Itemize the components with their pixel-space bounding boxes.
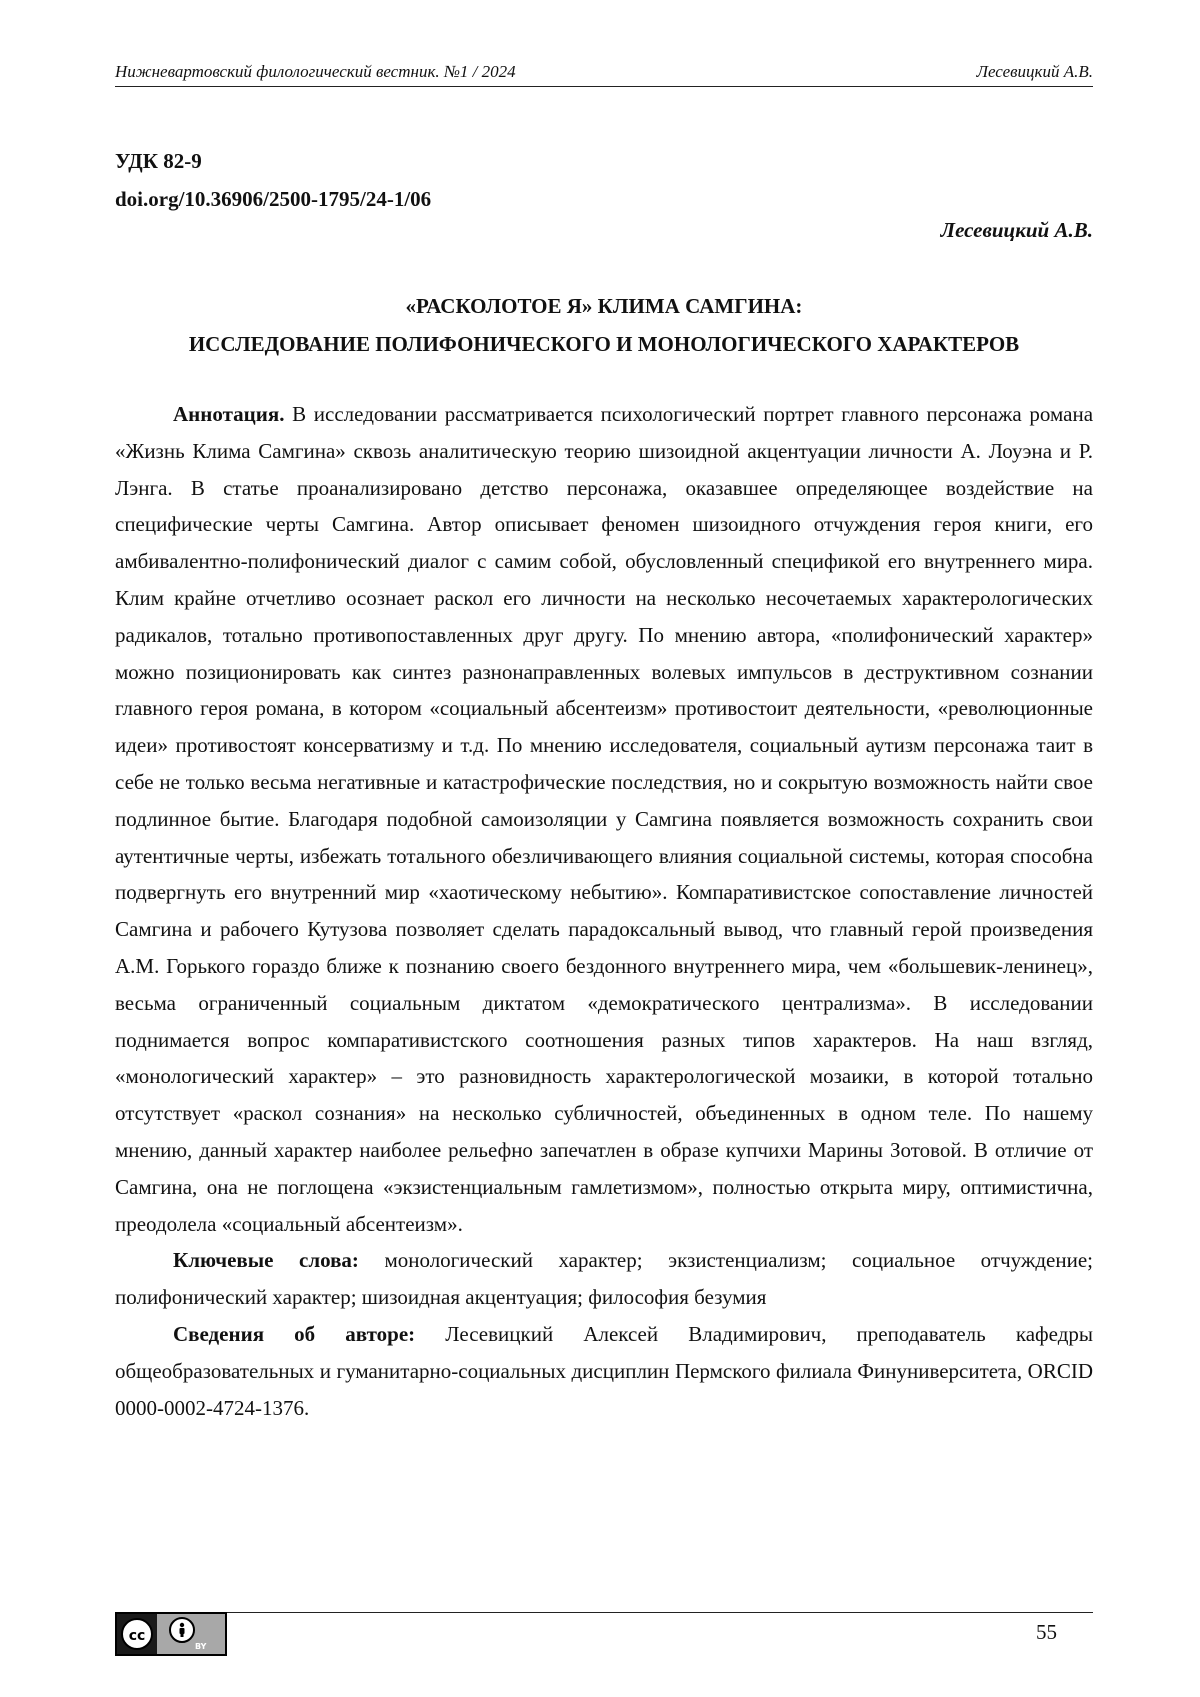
author-info-label: Сведения об авторе: xyxy=(173,1321,416,1346)
running-header xyxy=(115,58,1093,87)
author-info-paragraph xyxy=(115,1316,1093,1426)
article-body xyxy=(115,396,1093,1426)
keywords-label: Ключевые слова: xyxy=(173,1248,359,1273)
attribution-icon xyxy=(169,1617,195,1643)
doi-link[interactable]: doi.org/10.36906/2500-1795/24-1/06 xyxy=(115,187,432,211)
keywords-paragraph xyxy=(115,1242,1093,1316)
cc-by-icon xyxy=(115,1612,227,1656)
page-number: 55 xyxy=(1036,1620,1057,1644)
udk-code: УДК 82-9 xyxy=(115,149,202,173)
keywords-text: монологический характер; экзистенциализм; социальное отчуждение; полифонический характер; шизоидная акцентуация; философия безумия xyxy=(115,1248,1094,1310)
journal-name: Нижневартовский филологический вестник. №1 / 2024 xyxy=(115,62,516,81)
abstract-label: Аннотация. xyxy=(173,402,285,426)
by-label: BY xyxy=(195,1642,207,1651)
footer-rule xyxy=(115,1612,1093,1613)
author-info-text: Лесевицкий Алексей Владимирович, преподаватель кафедры общеобразовательных и гуманитарно-социальных дисциплин Пермского филиала Финуниверситета, ORCID 0000-0002-4724-1376. xyxy=(115,1321,1093,1420)
header-author: Лесевицкий А.В. xyxy=(976,62,1093,81)
title-line-2: ИССЛЕДОВАНИЕ ПОЛИФОНИЧЕСКОГО И МОНОЛОГИЧЕСКОГО ХАРАКТЕРОВ xyxy=(188,332,1020,356)
cc-icon: cc xyxy=(121,1618,153,1650)
article-meta xyxy=(115,142,431,218)
title-line-1: «РАСКОЛОТОЕ Я» КЛИМА САМГИНА: xyxy=(405,294,803,318)
abstract-paragraph xyxy=(115,396,1093,1242)
article-title xyxy=(115,287,1093,363)
abstract-text: В исследовании рассматривается психологический портрет главного персонажа романа «Жизнь Клима Самгина» сквозь аналитическую теорию шизоидной акцентуации личности А. Лоуэна и Р. Лэнга. В статье проанализировано детство персонажа, оказавшее определяющее воздействие на специфические черты Самгина. Автор описывает феномен шизоидного отчуждения героя книги, его амбивалентно-полифонический диалог с самим собой, обусловленный спецификой его внутреннего мира. Клим крайне отчетливо осознает раскол его личности на несколько несочетаемых характерологических радикалов, тотально противопоставленных друг другу. По мнению автора, «полифонический характер» можно позиционировать как синтез разнонаправленных волевых импульсов в деструктивном сознании главного героя романа, в котором «социальный абсентеизм» противостоит деятельности, «революционные идеи» противостоят консерватизму и т.д. По мнению исследователя, социальный аутизм персонажа таит в себе не только весьма негативные и катастрофические последствия, но и сокрытую возможность найти свое подлинное бытие. Благодаря подобной самоизоляции у Самгина появляется возможность сохранить свои аутентичные черты, избежать тотального обезличивающего влияния социальной системы, которая способна подвергнуть его внутренний мир «хаотическому небытию». Компаративистское сопоставление личностей Самгина и рабочего Кутузова позволяет сделать парадоксальный вывод, что главный герой произведения А.М. Горького гораздо ближе к познанию своего бездонного внутреннего мира, чем «большевик-ленинец», весьма ограниченный социальным диктатом «демократического централизма». В исследовании поднимается вопрос компаративистского соотношения разных типов характеров. На наш взгляд, «монологический характер» – это разновидность характерологической мозаики, в которой тотально отсутствует «раскол сознания» на несколько субличностей, объединенных в одном теле. По нашему мнению, данный характер наиболее рельефно запечатлен в образе купчихи Марины Зотовой. В отличие от Самгина, она не поглощена «экзистенциальным гамлетизмом», полностью открыта миру, оптимистична, преодолела «социальный абсентеизм». xyxy=(115,402,1094,1236)
article-author: Лесевицкий А.В. xyxy=(940,218,1093,242)
